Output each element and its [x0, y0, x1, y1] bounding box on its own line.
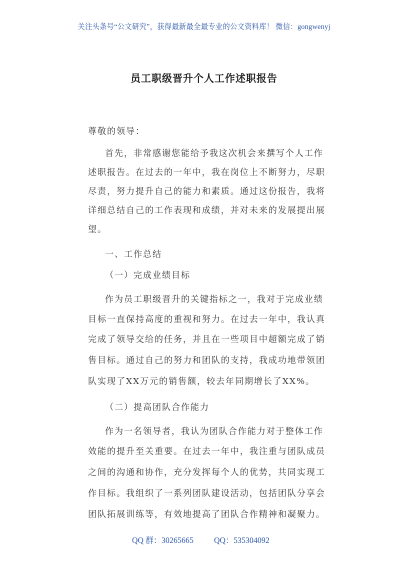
body-line: 团队拓展训练等，有效地提高了团队合作精神和凝聚力。: [88, 510, 326, 520]
qq-group-number: QQ 群：30265665: [132, 536, 194, 545]
salutation: 尊敬的领导：: [88, 127, 145, 137]
intro-line: 尽责，努力提升自己的能力和素质。通过这份报告，我将: [88, 187, 326, 197]
body-line: 效能的提升至关重要。在过去一年中，我注重与团队成员: [88, 447, 326, 457]
subsection-heading: （二）提高团队合作能力: [105, 403, 210, 413]
intro-line: 述职报告。在过去的一年中，我在岗位上不断努力，尽职: [88, 168, 326, 178]
body-line: 目标一直保持高度的重视和努力。在过去一年中，我认真: [88, 315, 326, 325]
body-line: 队实现了XX万元的销售额，较去年同期增长了XX%。: [88, 377, 316, 387]
intro-line: 望。: [88, 225, 107, 235]
body-line: 作目标。我组织了一系列团队建设活动，包括团队分享会: [88, 489, 326, 499]
subsection-heading: （一）完成业绩目标: [105, 271, 191, 281]
document-title: 员工职级晋升个人工作述职报告: [130, 74, 278, 85]
body-line: 售目标。通过自己的努力和团队的支持，我成功地带领团: [88, 356, 326, 366]
body-line: 作为员工职级晋升的关键指标之一，我对于完成业绩: [105, 295, 324, 305]
qq-id-number: QQ：535304092: [214, 536, 270, 545]
section-heading: 一、工作总结: [105, 250, 162, 260]
body-line: 完成了领导交给的任务，并且在一些项目中超额完成了销: [88, 335, 326, 345]
body-line: 作为一名领导者，我认为团队合作能力对于整体工作: [105, 427, 324, 437]
header-banner: 关注头条号“公文研究”，获得最新最全最专业的公文资料库！ 微信：gongwenyj: [77, 23, 331, 31]
intro-line: 详细总结自己的工作表现和成绩，并对未来的发展提出展: [88, 206, 326, 216]
body-line: 之间的沟通和协作，充分发挥每个人的优势，共同实现工: [88, 468, 326, 478]
intro-line: 首先，非常感谢您能给予我这次机会来撰写个人工作: [105, 149, 324, 159]
